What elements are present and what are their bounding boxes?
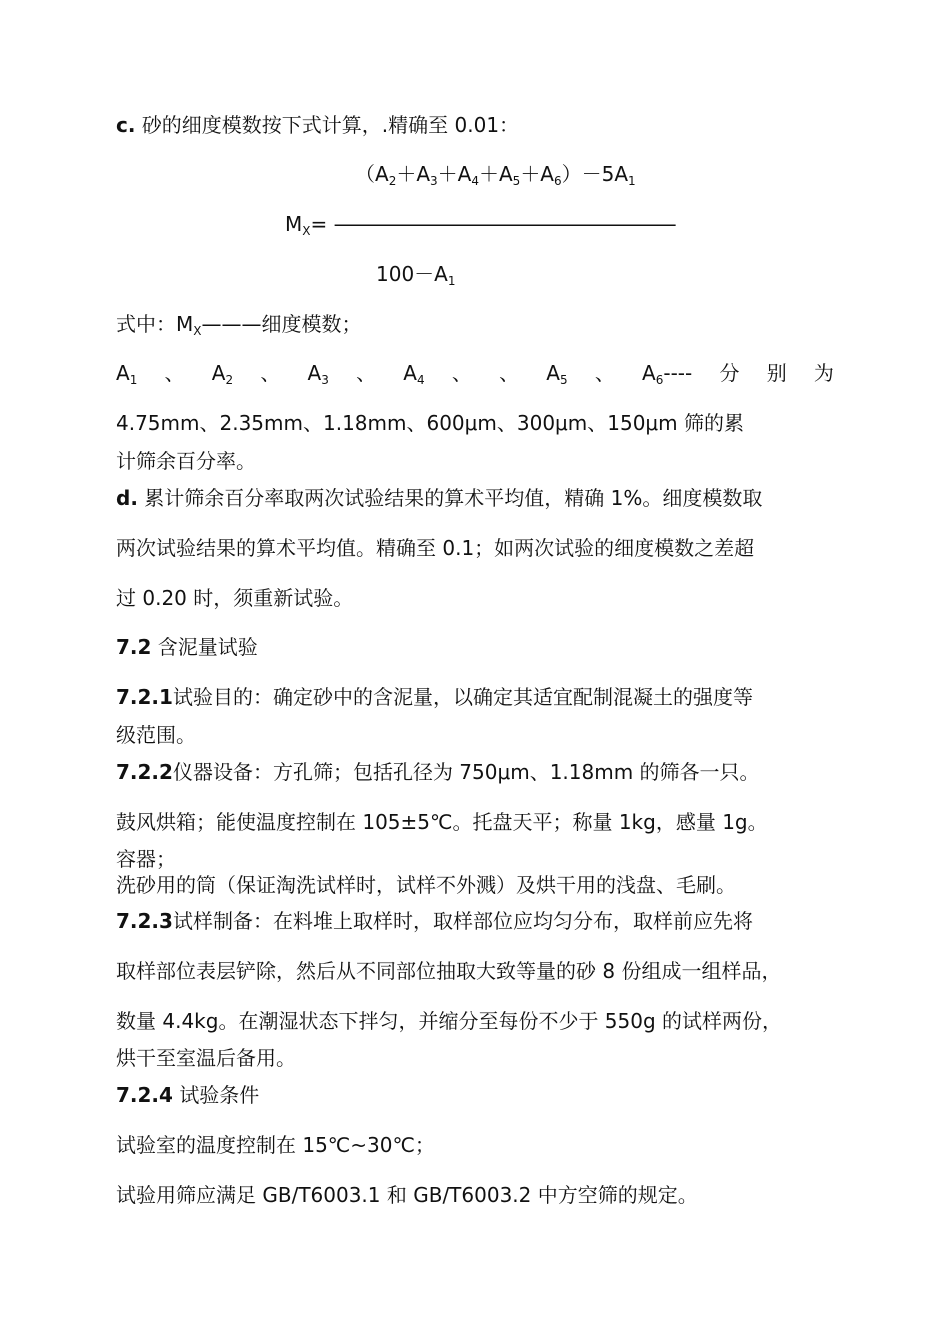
para-d-line-2: 两次试验结果的算术平均值。精确至 0.1；如两次试验的细度模数之差超 <box>116 536 755 560</box>
section-7-2-2-line-3: 容器； <box>116 847 176 871</box>
section-7-2-2-line-2: 鼓风烘箱；能使温度控制在 105±5℃。托盘天平；称量 1kg，感量 1g。 <box>116 810 768 834</box>
para-d-line-3: 过 0.20 时，须重新试验。 <box>116 586 354 610</box>
section-7-2-3-line-1: 7.2.3试样制备：在料堆上取样时，取样部位应均匀分布，取样前应先将 <box>116 909 753 933</box>
sieve-symbols-line: $A_1$ 、 $A_2$ 、 $A_3$ 、 $A_4$ 、 、 $A_5$ 、 $A_6----$ 分 别 为 <box>116 361 834 387</box>
formula-numerator: $(A_2+A_3+A_4+A_5+A_6)-5A_1$ <box>355 162 636 188</box>
formula-denominator: $100-A_1$ <box>376 262 456 288</box>
sieve-sizes-line-2: 计筛余百分率。 <box>116 449 256 473</box>
section-7-2-3-line-4: 烘干至室温后备用。 <box>116 1046 296 1070</box>
para-d-line-1: d. 累计筛余百分率取两次试验结果的算术平均值，精确 1%。细度模数取 <box>116 486 763 510</box>
section-7-2-1-line-2: 级范围。 <box>116 723 196 747</box>
para-c <box>116 115 519 135</box>
sieve-sizes-line: 4.75mm、2.35mm、1.18mm、600μm、300μm、150μm 筛的累 <box>116 411 744 435</box>
section-7-2-3-line-3: 数量 4.4kg。在潮湿状态下拌匀，并缩分至每份不少于 550g 的试样两份， <box>116 1009 783 1033</box>
section-7-2-heading: 7.2 含泥量试验 <box>116 635 258 659</box>
item-label-d: d. <box>116 486 138 510</box>
where-line: 式中：$M_X———$细度模数； <box>116 312 362 338</box>
section-7-2-3-line-2: 取样部位表层铲除，然后从不同部位抽取大致等量的砂 8 份组成一组样品， <box>116 959 782 983</box>
section-7-2-1-line-1: 7.2.1试验目的：确定砂中的含泥量，以确定其适宜配制混凝土的强度等 <box>116 685 753 709</box>
fraction-bar: ———————————————————— <box>333 212 674 236</box>
section-7-2-2-line-4: 洗砂用的筒（保证淘洗试样时，试样不外溅）及烘干用的浅盘、毛刷。 <box>116 873 736 897</box>
section-7-2-2-line-1: 7.2.2仪器设备：方孔筛；包括孔径为 750μm、1.18mm 的筛各一只。 <box>116 760 760 784</box>
para-c-text: 砂的细度模数按下式计算，.精确至 0.01： <box>141 113 520 137</box>
condition-sieve: 试验用筛应满足 GB/T6003.1 和 GB/T6003.2 中方空筛的规定。 <box>116 1183 698 1207</box>
section-7-2-4-heading: 7.2.4 试验条件 <box>116 1083 260 1107</box>
condition-temperature: 试验室的温度控制在 15℃~30℃； <box>116 1133 435 1157</box>
item-label-c: c. <box>116 113 136 137</box>
formula-mx-line: $M_X=$ ———————————————————— <box>285 212 674 238</box>
